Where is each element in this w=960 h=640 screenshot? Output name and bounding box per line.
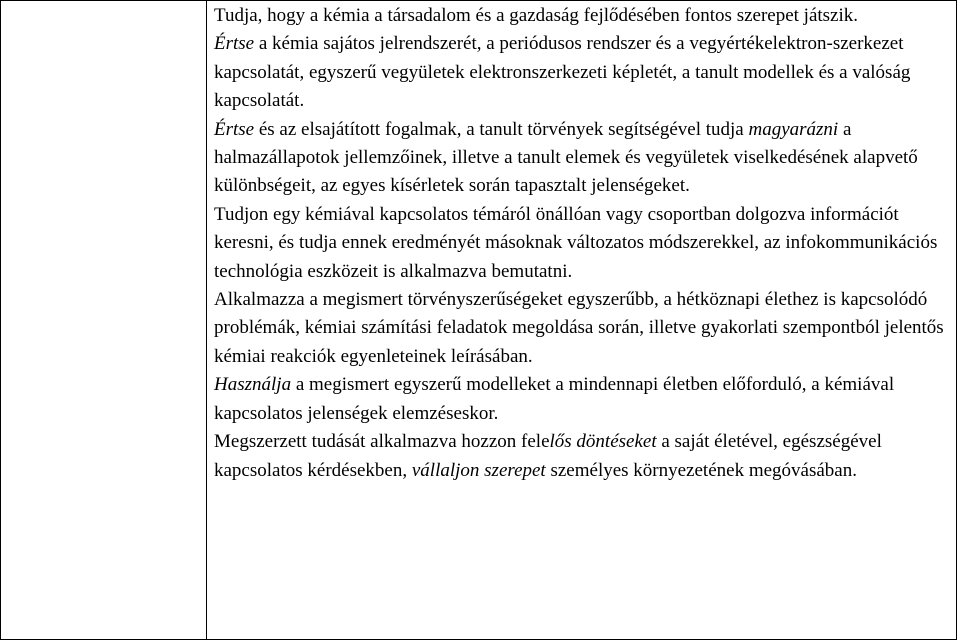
- paragraph-text: és az elsajátított fogalmak, a tanult törvények segítségével tudja: [254, 118, 749, 140]
- paragraph: [214, 116, 950, 201]
- emphasized-text: Értse: [214, 118, 255, 140]
- emphasized-text: Használja: [214, 374, 292, 396]
- emphasized-text: magyarázni: [748, 118, 839, 140]
- paragraph-text: Tudja, hogy a kémia a társadalom és a gazdaság fejlődésében fontos szerepet játszik.: [214, 5, 859, 26]
- paragraph-text: Megszerzett tudását alkalmazva hozzon fele: [214, 431, 550, 453]
- empty-left-cell: [1, 1, 207, 640]
- paragraph: [214, 428, 950, 485]
- paragraph: [214, 30, 950, 115]
- paragraph-text: a megismert egyszerű modelleket a mindennapi életben előforduló, a kémiával kapcsolatos jelenségek elemzéseskor.: [214, 374, 895, 424]
- paragraph-text: a kémia sajátos jelrendszerét, a periódusos rendszer és a vegyértékelektron-szerkezet kapcsolatát, egyszerű vegyületek elektronszerkezeti képletét, a tanult modellek és a valóság kapcsolatát.: [214, 33, 911, 112]
- paragraph-text: Alkalmazza a megismert törvényszerűségeket egyszerűbb, a hétköznapi élethez is kapcsolódó problémák, kémiai számítási feladatok megoldása során, illetve gyakorlati szempontból jelentős kémiai reakciók egyenleteinek leírásában.: [214, 289, 944, 367]
- paragraph-text: Tudjon egy kémiával kapcsolatos témáról önállóan vagy csoportban dolgozva információt keresni, és tudja ennek eredményét másoknak változatos módszerekkel, az infokommunikációs technológia eszközeit is alkalmazva bemutatni.: [214, 203, 938, 282]
- content-cell: [207, 1, 957, 640]
- requirements-text: [207, 1, 956, 485]
- paragraph-text: személyes környezetének megóvásában.: [545, 459, 857, 481]
- emphasized-text: Értse: [214, 33, 255, 55]
- paragraph-text: a halmazállapotok jellemzőinek, illetve a tanult elemek és vegyületek viselkedésének alapvető különbségeit, az egyes kísérletek során tapasztalt jelenségeket.: [214, 118, 918, 197]
- paragraph: [214, 371, 950, 428]
- emphasized-text: vállaljon szerepet: [411, 459, 546, 481]
- paragraph-text: a saját életével, egészségével kapcsolatos kérdésekben,: [214, 431, 882, 481]
- paragraph: [214, 201, 950, 286]
- table-row: [1, 1, 957, 640]
- paragraph: [214, 2, 950, 30]
- paragraph: [214, 286, 950, 371]
- emphasized-text: lős döntéseket: [549, 431, 657, 453]
